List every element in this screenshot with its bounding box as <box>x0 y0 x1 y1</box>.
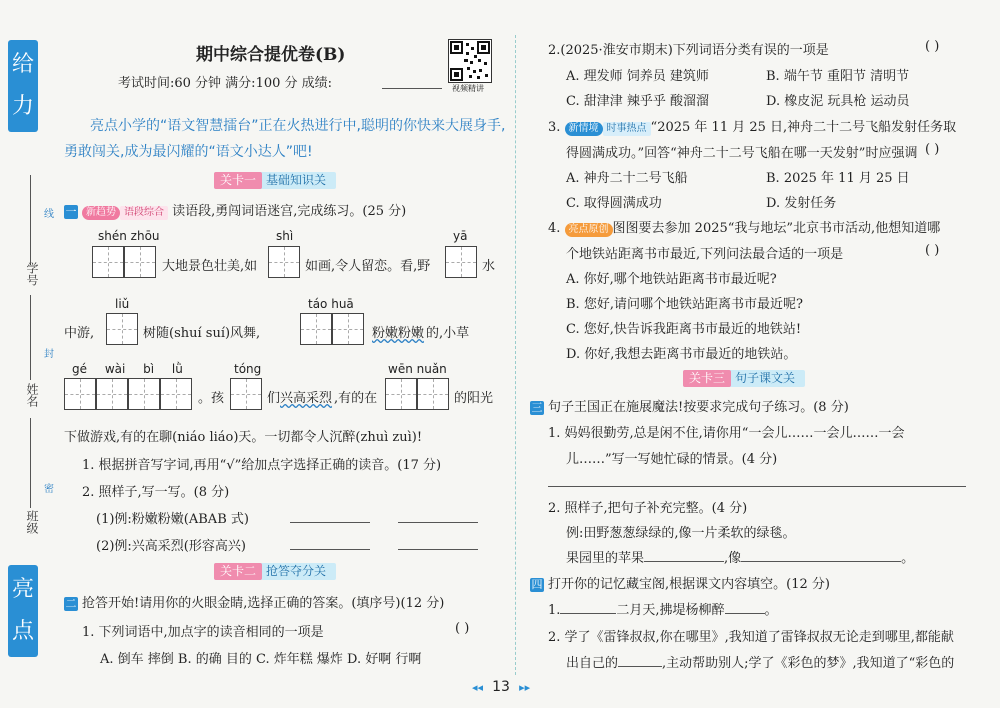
passage-text: 下做游戏,有的在聊(niáo liáo)天。一切都令人沉醉(zhuì zuì)! <box>64 430 423 445</box>
section-2-heading: 二 抢答开始!请用你的火眼金睛,选择正确的答案。(填序号)(12 分) <box>65 596 445 611</box>
pinyin-shenzhou: shén zhōu <box>98 229 160 243</box>
q4-line-1: 4. 亮点原创 图图要去参加 2025“我与地坛”北京书市活动,他想知道哪 <box>548 221 941 236</box>
q1-2b: (2)例:兴高采烈(形容高兴) <box>96 539 246 554</box>
passage-text: 如画,令人留恋。看,野 <box>305 259 431 274</box>
char-box[interactable] <box>64 378 96 410</box>
answer-line[interactable] <box>398 522 478 523</box>
char-box[interactable] <box>92 246 124 278</box>
cut-mark-2: 封 <box>44 349 54 360</box>
wavy-word: 兴高采烈 <box>280 391 333 406</box>
qr-caption: 视频精讲 <box>452 84 484 93</box>
cut-mark-3: 密 <box>44 484 54 495</box>
q3-line-1: 3. 新情境 时事热点 “2025 年 11 月 25 日,神舟二十二号飞船发射任务取 <box>548 120 957 135</box>
char-box[interactable] <box>300 313 332 345</box>
q4-line-2: 个地铁站距离书市最近,下列问法最合适的一项是 <box>566 247 844 262</box>
char-box[interactable] <box>124 246 156 278</box>
intro-line-1: 亮点小学的“语文智慧擂台”正在火热进行中,聪明的你快来大展身手, <box>90 118 506 134</box>
q2-1-options: A. 倒车 摔倒 B. 的确 目的 C. 炸年糕 爆炸 D. 好啊 行啊 <box>100 652 422 667</box>
pinyin-wennuan: wēn nuǎn <box>388 362 447 376</box>
side-tab-top: 给 力 <box>8 40 38 132</box>
answer-paren[interactable]: ( ) <box>925 243 940 258</box>
answer-paren[interactable]: ( ) <box>925 142 940 157</box>
passage-text: 树随(shuí suí)风舞, <box>143 326 261 341</box>
passage-text: 的阳光 <box>454 391 494 406</box>
option-a: A. 神舟二十二号飞船 <box>566 171 688 186</box>
answer-line[interactable] <box>548 486 966 487</box>
passage-text: ,有的在 <box>334 391 378 406</box>
s1-line-1: 1. 妈妈很勤劳,总是闲不住,请你用“一会儿……一会儿……一会 <box>548 426 905 441</box>
answer-paren[interactable]: ( ) <box>925 39 940 54</box>
cut-mark-1: 线 <box>44 209 54 220</box>
option-d: D. 发射任务 <box>766 196 837 211</box>
f1: 1. 二月天,拂堤杨柳醉 。 <box>548 603 778 618</box>
level-banner-3: 关卡三 句子课文关 <box>683 370 805 387</box>
q1-2a: (1)例:粉嫩粉嫩(ABAB 式) <box>96 512 249 527</box>
q1-2: 2. 照样子,写一写。(8 分) <box>82 485 230 500</box>
s1-line-2: 儿……”写一写她忙碌的情景。(4 分) <box>566 452 778 467</box>
exam-info: 考试时间:60 分钟 满分:100 分 成绩: <box>118 76 333 91</box>
option-c: C. 取得圆满成功 <box>566 196 662 211</box>
option-b: B. 端午节 重阳节 清明节 <box>766 69 910 84</box>
answer-line[interactable] <box>290 549 370 550</box>
section-1-heading: 一 新趋势 语段综合 读语段,勇闯词语迷宫,完成练习。(25 分) <box>65 204 407 219</box>
option-b: B. 您好,请问哪个地铁站距离书市最近呢? <box>566 297 803 312</box>
pinyin-gewaibilv: gé wài bì lǜ <box>72 362 183 376</box>
f2-line-1: 2. 学了《雷锋叔叔,你在哪里》,我知道了雷锋叔叔无论走到哪里,都能献 <box>548 630 954 645</box>
option-b: B. 2025 年 11 月 25 日 <box>766 171 910 186</box>
option-d: D. 你好,我想去距离书市最近的地铁站。 <box>566 347 797 362</box>
prev-page-icon[interactable]: ◂◂ <box>472 681 484 694</box>
name-label: 姓名 <box>25 383 39 407</box>
next-page-icon[interactable]: ▸▸ <box>519 681 531 694</box>
char-box[interactable] <box>417 378 449 410</box>
char-box[interactable] <box>128 378 160 410</box>
intro-line-2: 勇敢闯关,成为最闪耀的“语文小达人”吧! <box>64 144 313 160</box>
answer-line[interactable] <box>398 549 478 550</box>
level-banner-2: 关卡二 抢答夺分关 <box>214 563 336 580</box>
answer-line[interactable] <box>290 522 370 523</box>
pinyin-tong: tóng <box>234 362 262 376</box>
pinyin-shi: shì <box>276 229 294 243</box>
pinyin-ya: yā <box>453 229 468 243</box>
option-c: C. 您好,快告诉我距离书市最近的地铁站! <box>566 322 802 337</box>
option-c: C. 甜津津 辣乎乎 酸溜溜 <box>566 94 710 109</box>
page-title: 期中综合提优卷(B) <box>196 45 346 65</box>
section-3-heading: 三 句子王国正在施展魔法!按要求完成句子练习。(8 分) <box>531 400 849 415</box>
class-line <box>30 418 31 508</box>
char-box[interactable] <box>385 378 417 410</box>
score-line <box>382 88 442 89</box>
page-footer <box>472 676 530 695</box>
s2: 2. 照样子,把句子补充完整。(4 分) <box>548 501 748 516</box>
option-a: A. 你好,哪个地铁站距离书市最近呢? <box>566 272 777 287</box>
q2-2: 2.(2025·淮安市期末)下列词语分类有误的一项是 <box>548 43 829 58</box>
student-no-label: 学号 <box>25 262 39 286</box>
passage-text: 中游, <box>64 326 95 341</box>
s2-fill: 果园里的苹果 ,像 。 <box>566 551 915 566</box>
qr-code[interactable] <box>448 39 492 83</box>
char-box[interactable] <box>445 246 477 278</box>
pinyin-liu: liǔ <box>115 297 130 311</box>
f2-line-2: 出自己的 ,主动帮助别人;学了《彩色的梦》,我知道了“彩色的 <box>566 656 955 671</box>
option-d: D. 橡皮泥 玩具枪 运动员 <box>766 94 910 109</box>
passage-text: 水 <box>482 259 496 274</box>
char-box[interactable] <box>96 378 128 410</box>
class-label: 班级 <box>25 510 39 534</box>
passage-text: 大地景色壮美,如 <box>162 259 258 274</box>
char-box[interactable] <box>160 378 192 410</box>
column-divider <box>515 35 516 675</box>
side-tab-bottom: 亮 点 <box>8 565 38 657</box>
name-line <box>30 295 31 380</box>
pinyin-taohua: táo huā <box>308 297 354 311</box>
char-box[interactable] <box>106 313 138 345</box>
passage-text: 们 <box>267 391 281 406</box>
option-a: A. 理发师 饲养员 建筑师 <box>566 69 709 84</box>
wavy-word: 粉嫩粉嫩 <box>372 326 425 341</box>
answer-paren[interactable]: ( ) <box>455 621 470 636</box>
passage-text: 。孩 <box>198 391 225 406</box>
level-banner-1: 关卡一 基础知识关 <box>214 172 336 189</box>
q1-1: 1. 根据拼音写字词,再用“√”给加点字选择正确的读音。(17 分) <box>82 458 442 473</box>
q3-line-2: 得圆满成功。”回答“神舟二十二号飞船在哪一天发射”时应强调 <box>566 146 918 161</box>
q2-1: 1. 下列词语中,加点字的读音相同的一项是 <box>82 625 324 640</box>
student-no-line <box>30 175 31 265</box>
char-box[interactable] <box>332 313 364 345</box>
char-box[interactable] <box>268 246 300 278</box>
page-number: 13 <box>492 679 510 695</box>
section-4-heading: 四 打开你的记忆藏宝阁,根据课文内容填空。(12 分) <box>531 577 830 592</box>
passage-text: 的,小草 <box>426 326 470 341</box>
s2-example: 例:田野葱葱绿绿的,像一片柔软的绿毯。 <box>566 526 796 541</box>
char-box[interactable] <box>230 378 262 410</box>
